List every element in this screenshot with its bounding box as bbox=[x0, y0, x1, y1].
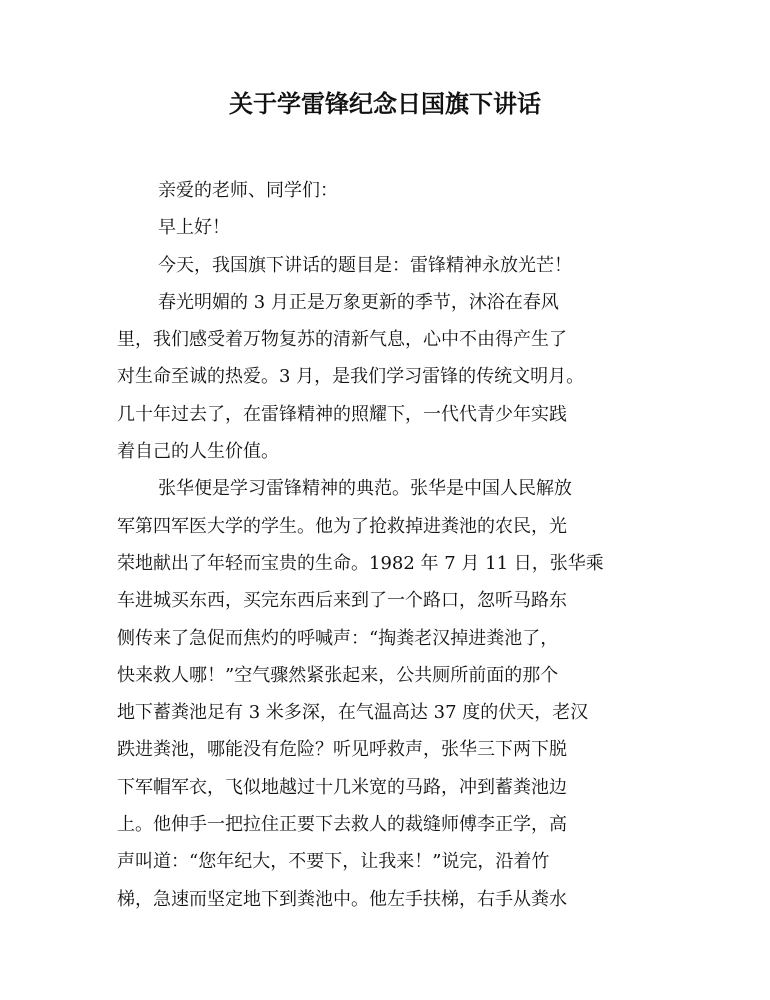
document-body bbox=[117, 172, 662, 918]
greeting-line: 早上好！ bbox=[158, 217, 230, 239]
paragraph-line: 梯，急速而坚定地下到粪池中。他左手扶梯，右手从粪水 bbox=[117, 888, 567, 910]
paragraph-line: 几十年过去了，在雷锋精神的照耀下，一代代青少年实践 bbox=[117, 403, 567, 425]
paragraph-line: 快来救人哪！”空气骤然紧张起来，公共厕所前面的那个 bbox=[117, 664, 559, 686]
paragraph-line: 张华便是学习雷锋精神的典范。张华是中国人民解放 bbox=[158, 478, 572, 500]
paragraph-line: 下军帽军衣，飞似地越过十几米宽的马路，冲到蓄粪池边 bbox=[117, 776, 567, 798]
paragraph-line: 着自己的人生价值。 bbox=[117, 441, 279, 463]
paragraph-line: 车进城买东西，买完东西后来到了一个路口，忽听马路东 bbox=[117, 590, 567, 612]
paragraph-line: 今天，我国旗下讲话的题目是：雷锋精神永放光芒！ bbox=[158, 254, 572, 276]
paragraph-line: 对生命至诚的热爱。3 月，是我们学习雷锋的传统文明月。 bbox=[117, 366, 585, 388]
paragraph-line: 地下蓄粪池足有 3 米多深，在气温高达 37 度的伏天，老汉 bbox=[117, 702, 589, 724]
paragraph-line: 跌进粪池，哪能没有危险？听见呼救声，张华三下两下脱 bbox=[117, 739, 567, 761]
salutation-line: 亲爱的老师、同学们： bbox=[158, 180, 338, 201]
paragraph-line: 声叫道：“您年纪大，不要下，让我来！”说完，沿着竹 bbox=[117, 851, 550, 873]
paragraph-line: 里，我们感受着万物复苏的清新气息，心中不由得产生了 bbox=[117, 329, 567, 351]
paragraph-line: 春光明媚的 3 月正是万象更新的季节，沐浴在春风 bbox=[158, 291, 559, 313]
paragraph-line: 上。他伸手一把拉住正要下去救人的裁缝师傅李正学，高 bbox=[117, 814, 567, 836]
paragraph-line: 荣地献出了年轻而宝贵的生命。1982 年 7 月 11 日，张华乘 bbox=[117, 552, 604, 574]
paragraph-line: 军第四军医大学的学生。他为了抢救掉进粪池的农民，光 bbox=[117, 515, 567, 537]
document-title: 关于学雷锋纪念日国旗下讲话 bbox=[229, 90, 541, 118]
paragraph-line: 侧传来了急促而焦灼的呼喊声：“掏粪老汉掉进粪池了， bbox=[117, 627, 559, 649]
